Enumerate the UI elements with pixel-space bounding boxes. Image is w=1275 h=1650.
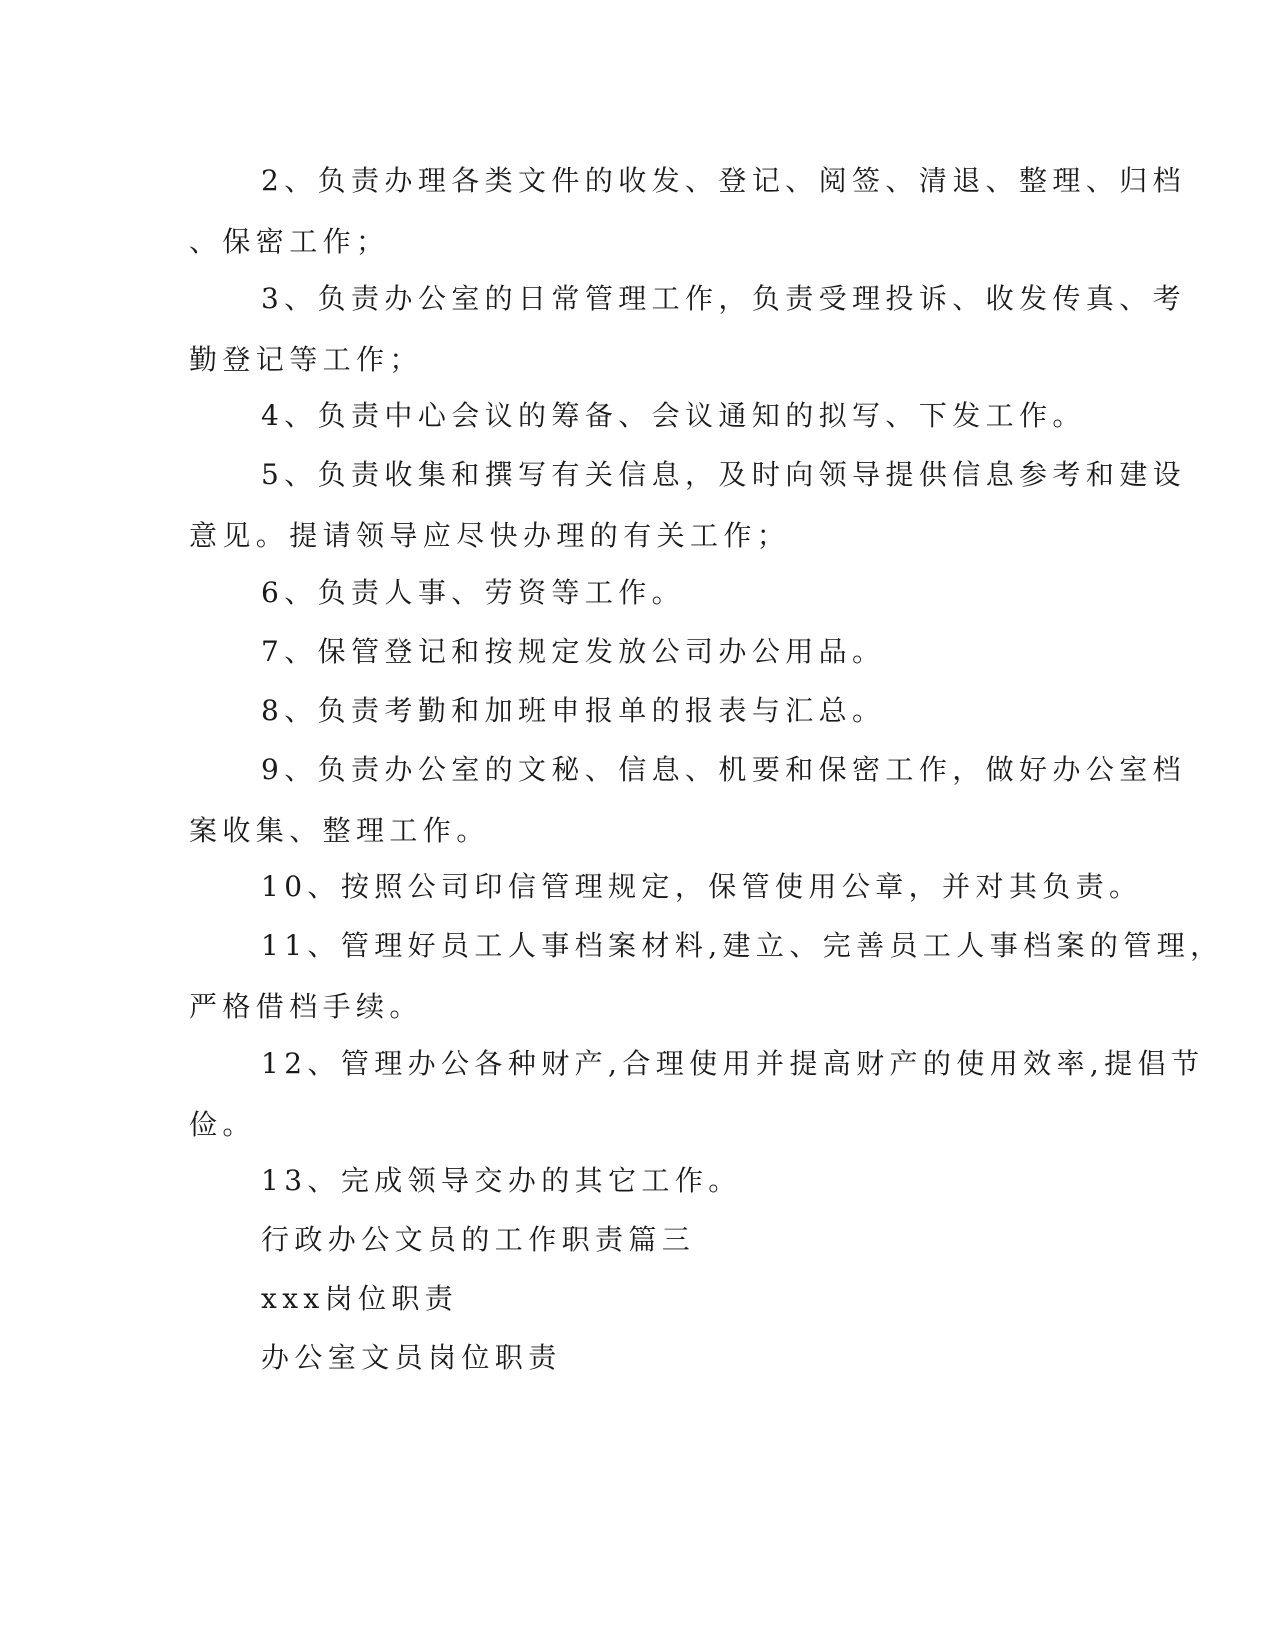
paragraph-line: 严格借档手续。 xyxy=(189,990,423,1023)
paragraph-5 xyxy=(189,444,1187,566)
paragraph-13 xyxy=(189,1150,1069,1211)
paragraph-12 xyxy=(189,1033,1205,1155)
job-title xyxy=(189,1268,1069,1329)
paragraph-line: 2、负责办理各类文件的收发、登记、阅签、清退、整理、归档 xyxy=(261,164,1187,197)
paragraph-4 xyxy=(189,385,1086,446)
paragraph-8 xyxy=(189,680,1069,741)
paragraph-line: 8、负责考勤和加班申报单的报表与汇总。 xyxy=(261,694,886,727)
job-title-text: xxx岗位职责 xyxy=(261,1282,459,1315)
paragraph-line: 7、保管登记和按规定发放公司办公用品。 xyxy=(261,635,886,668)
paragraph-7 xyxy=(189,621,1069,682)
paragraph-line: 11、管理好员工人事档案材料,建立、完善员工人事档案的管理， xyxy=(261,929,1224,962)
paragraph-10 xyxy=(189,856,1143,917)
paragraph-line: 俭。 xyxy=(189,1108,256,1141)
paragraph-line: 13、完成领导交办的其它工作。 xyxy=(261,1164,742,1197)
section-heading xyxy=(189,1209,1069,1270)
paragraph-line: 案收集、整理工作。 xyxy=(189,814,490,847)
paragraph-line: 、保密工作； xyxy=(189,225,390,258)
paragraph-line: 12、管理办公各种财产,合理使用并提高财产的使用效率,提倡节 xyxy=(261,1047,1205,1080)
paragraph-line: 9、负责办公室的文秘、信息、机要和保密工作，做好办公室档 xyxy=(261,753,1187,786)
paragraph-2 xyxy=(189,150,1187,272)
paragraph-line: 3、负责办公室的日常管理工作，负责受理投诉、收发传真、考 xyxy=(261,282,1187,315)
paragraph-11 xyxy=(189,915,1224,1037)
paragraph-line: 4、负责中心会议的筹备、会议通知的拟写、下发工作。 xyxy=(261,399,1086,432)
paragraph-9 xyxy=(189,739,1187,861)
paragraph-6 xyxy=(189,562,1069,623)
subtitle xyxy=(189,1327,1069,1388)
paragraph-line: 意见。提请领导应尽快办理的有关工作； xyxy=(189,519,791,552)
subtitle-text: 办公室文员岗位职责 xyxy=(261,1341,562,1374)
paragraph-3 xyxy=(189,268,1187,390)
paragraph-line: 5、负责收集和撰写有关信息，及时向领导提供信息参考和建设 xyxy=(261,458,1187,491)
paragraph-line: 6、负责人事、劳资等工作。 xyxy=(261,576,686,609)
section-heading-text: 行政办公文员的工作职责篇三 xyxy=(261,1223,696,1256)
paragraph-line: 勤登记等工作； xyxy=(189,343,423,376)
paragraph-line: 10、按照公司印信管理规定，保管使用公章，并对其负责。 xyxy=(261,870,1143,903)
